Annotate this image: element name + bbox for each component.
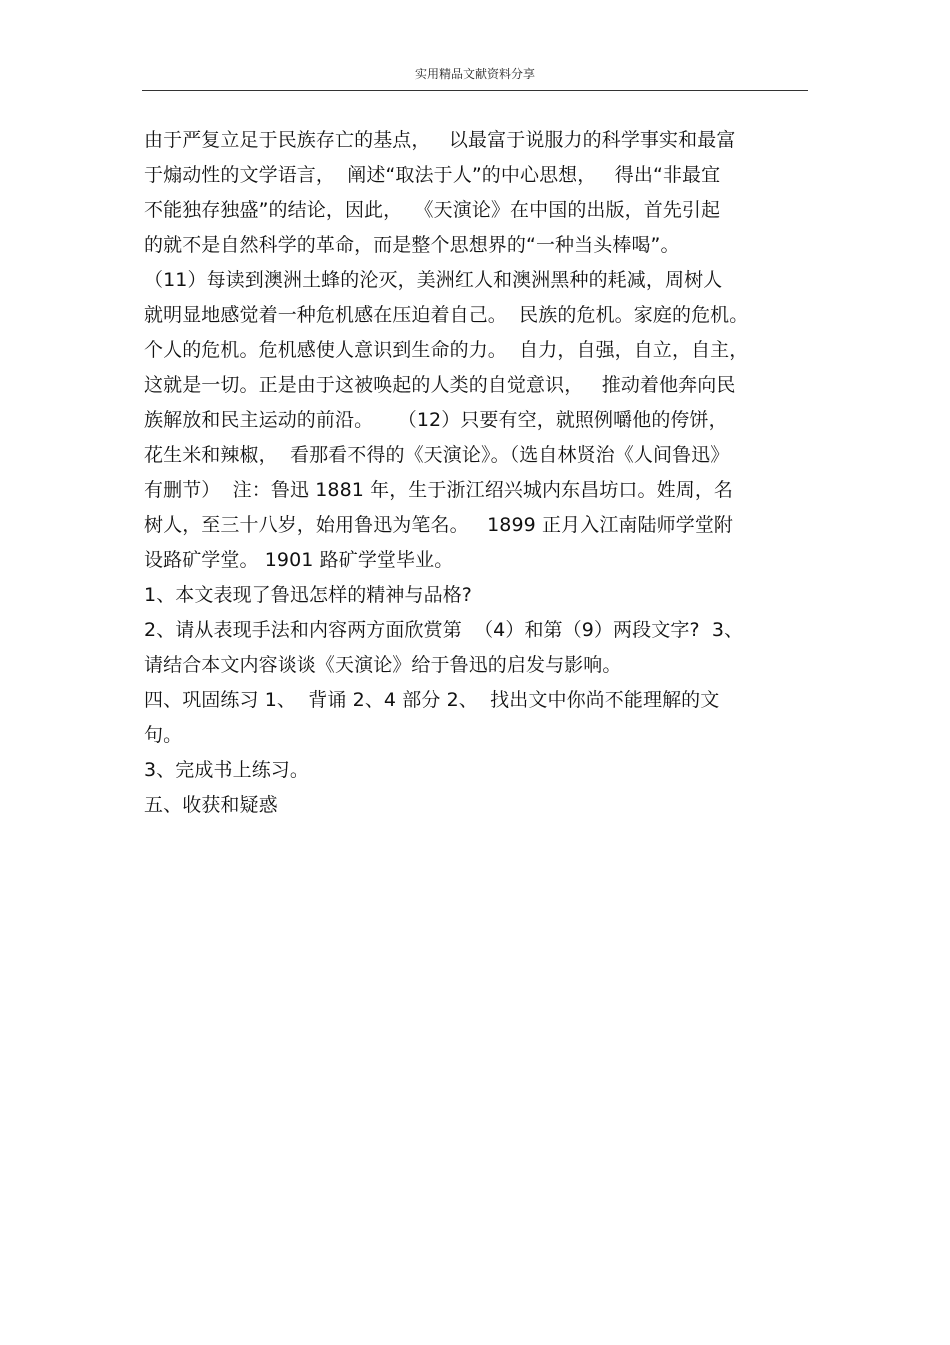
question-1: 1、本文表现了鲁迅怎样的精神与品格? — [144, 584, 472, 606]
section-practice-cont: 句。 — [144, 724, 183, 746]
body-line-6: 就明显地感觉着一种危机感在压迫着自己。 民族的危机。家庭的危机。 — [144, 304, 749, 326]
body-line-2: 于煽动性的文学语言， 阐述“取法于人”的中心思想， 得出“非最宜 — [144, 164, 721, 186]
page-header: 实用精品文献资料分享 — [414, 67, 535, 81]
body-line-3: 不能独存独盛”的结论，因此， 《天演论》在中国的出版，首先引起 — [144, 199, 721, 221]
body-line-12: 树人，至三十八岁，始用鲁迅为笔名。 1899 正月入江南陆师学堂附 — [144, 514, 734, 536]
body-line-10: 花生米和辣椒， 看那看不得的《天演论》。（选自林贤治《人间鲁迅》 — [144, 444, 730, 466]
body-line-7: 个人的危机。危机感使人意识到生命的力。 自力，自强，自立，自主， — [144, 339, 749, 361]
body-line-11: 有删节） 注：鲁迅 1881 年，生于浙江绍兴城内东昌坊口。姓周，名 — [144, 479, 734, 501]
header-divider — [142, 90, 808, 91]
question-3: 请结合本文内容谈谈《天演论》给于鲁迅的启发与影响。 — [144, 654, 622, 676]
document-body — [144, 123, 824, 823]
body-line-5: （11）每读到澳洲土蜂的沦灭，美洲红人和澳洲黑种的耗减，周树人 — [144, 269, 723, 291]
body-line-9: 族解放和民主运动的前沿。 （12）只要有空，就照例嚼他的侉饼， — [144, 409, 728, 431]
body-line-1: 由于严复立足于民族存亡的基点， 以最富于说服力的科学事实和最富 — [144, 129, 736, 151]
question-2: 2、请从表现手法和内容两方面欣赏第 （4）和第（9）两段文字? 3、 — [144, 619, 744, 641]
section-harvest: 五、收获和疑惑 — [144, 794, 278, 816]
body-line-4: 的就不是自然科学的革命，而是整个思想界的“一种当头棒喝”。 — [144, 234, 680, 256]
practice-item-3: 3、完成书上练习。 — [144, 759, 309, 781]
body-line-13: 设路矿学堂。 1901 路矿学堂毕业。 — [144, 549, 454, 571]
section-practice: 四、巩固练习 1、 背诵 2、4 部分 2、 找出文中你尚不能理解的文 — [144, 689, 720, 711]
body-line-8: 这就是一切。正是由于这被唤起的人类的自觉意识， 推动着他奔向民 — [144, 374, 736, 396]
